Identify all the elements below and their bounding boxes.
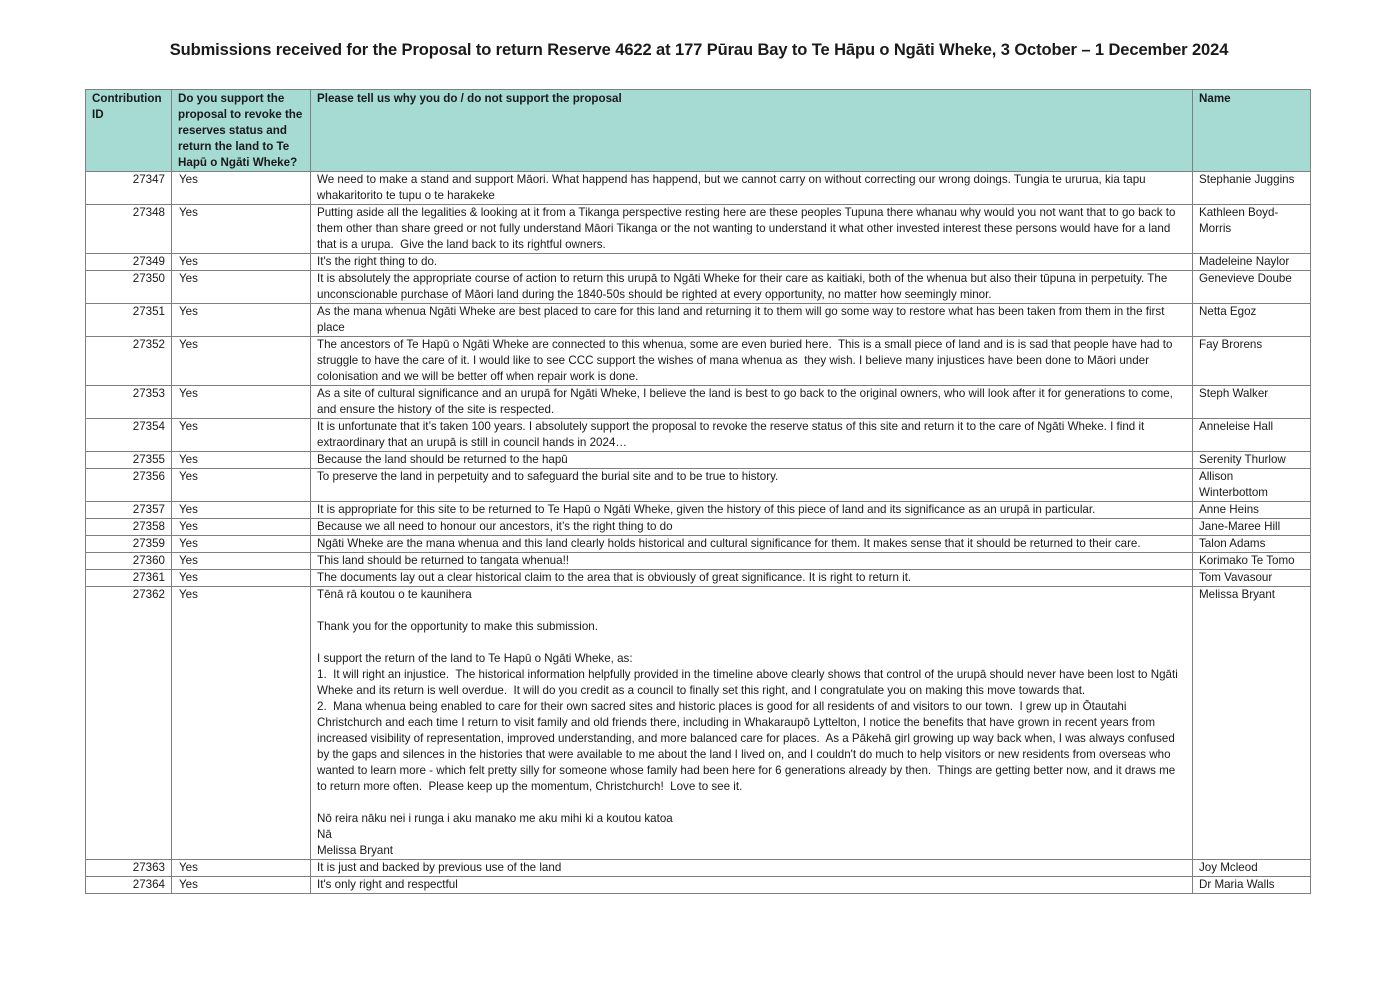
- cell-reason: This land should be returned to tangata whenua!!: [311, 553, 1193, 570]
- table-row: [86, 172, 1311, 205]
- table-row: [86, 587, 1311, 860]
- cell-contribution-id: 27359: [86, 536, 172, 553]
- cell-support: Yes: [172, 553, 311, 570]
- cell-reason: It is just and backed by previous use of the land: [311, 860, 1193, 877]
- cell-name: Dr Maria Walls: [1193, 877, 1311, 894]
- table-body: [86, 172, 1311, 894]
- cell-contribution-id: 27356: [86, 469, 172, 502]
- cell-name: Steph Walker: [1193, 386, 1311, 419]
- cell-name: Korimako Te Tomo: [1193, 553, 1311, 570]
- table-row: [86, 386, 1311, 419]
- cell-support: Yes: [172, 860, 311, 877]
- cell-reason: Putting aside all the legalities & looking at it from a Tikanga perspective resting here are these peoples Tupuna there whanau why would you not want that to go back to them other than share greed or not fully understand Māori Tikanga or the not wanting to understand it what other invested interest these persons would have for a land that is a urupa. Give the land back to its rightful owners.: [311, 205, 1193, 254]
- table-row: [86, 452, 1311, 469]
- cell-contribution-id: 27362: [86, 587, 172, 860]
- cell-reason: It's only right and respectful: [311, 877, 1193, 894]
- submissions-table: [85, 89, 1311, 894]
- cell-support: Yes: [172, 419, 311, 452]
- cell-name: Anneleise Hall: [1193, 419, 1311, 452]
- cell-name: Genevieve Doube: [1193, 271, 1311, 304]
- cell-support: Yes: [172, 570, 311, 587]
- cell-name: Fay Brorens: [1193, 337, 1311, 386]
- cell-name: Jane-Maree Hill: [1193, 519, 1311, 536]
- header-contribution-id: Contribution ID: [86, 90, 172, 172]
- cell-reason: It's the right thing to do.: [311, 254, 1193, 271]
- header-name: Name: [1193, 90, 1311, 172]
- cell-reason: To preserve the land in perpetuity and to safeguard the burial site and to be true to history.: [311, 469, 1193, 502]
- cell-support: Yes: [172, 205, 311, 254]
- table-row: [86, 304, 1311, 337]
- table-row: [86, 205, 1311, 254]
- cell-name: Tom Vavasour: [1193, 570, 1311, 587]
- table-row: [86, 469, 1311, 502]
- cell-reason: Ngāti Wheke are the mana whenua and this land clearly holds historical and cultural significance for them. It makes sense that it should be returned to their care.: [311, 536, 1193, 553]
- cell-support: Yes: [172, 519, 311, 536]
- cell-contribution-id: 27357: [86, 502, 172, 519]
- cell-contribution-id: 27348: [86, 205, 172, 254]
- table-row: [86, 419, 1311, 452]
- cell-support: Yes: [172, 304, 311, 337]
- cell-name: Madeleine Naylor: [1193, 254, 1311, 271]
- cell-contribution-id: 27349: [86, 254, 172, 271]
- table-row: [86, 519, 1311, 536]
- cell-support: Yes: [172, 536, 311, 553]
- table-row: [86, 536, 1311, 553]
- cell-reason: Because we all need to honour our ancestors, it’s the right thing to do: [311, 519, 1193, 536]
- cell-reason: The documents lay out a clear historical claim to the area that is obviously of great significance. It is right to return it.: [311, 570, 1193, 587]
- header-support: Do you support the proposal to revoke the reserves status and return the land to Te Hapū o Ngāti Wheke?: [172, 90, 311, 172]
- cell-name: Allison Winterbottom: [1193, 469, 1311, 502]
- cell-support: Yes: [172, 271, 311, 304]
- table-row: [86, 553, 1311, 570]
- cell-contribution-id: 27361: [86, 570, 172, 587]
- cell-contribution-id: 27360: [86, 553, 172, 570]
- cell-support: Yes: [172, 469, 311, 502]
- cell-reason: Tēnā rā koutou o te kaunihera Thank you for the opportunity to make this submission. I support the return of the land to Te Hapū o Ngāti Wheke, as: 1. It will right an injustice. The historical information helpfully provided in the timeline above clearly shows that control of the urupā should never have been lost to Ngāti Wheke and its return is well overdue. It will do you credit as a council to finally set this right, and I congratulate you on making this move towards that. 2. Mana whenua being enabled to care for their own sacred sites and historic places is good for all residents of and visitors to our town. I grew up in Ōtautahi Christchurch and each time I return to visit family and old friends there, including in Whakaraupō Lyttelton, I notice the benefits that have grown in recent years from increased visibility of representation, improved understanding, and more balanced care for places. As a Pākehā girl growing up way back when, I was always confused by the gaps and silences in the histories that were available to me about the land I lived on, and I couldn't do much to help visitors or new residents from overseas who wanted to learn more - which felt pretty silly for someone whose family had been here for 6 generations already by then. Things are getting better now, and it draws me to return more often. Please keep up the momentum, Christchurch! Love to see it. Nō reira nāku nei i runga i aku manako me aku mihi ki a koutou katoa Nā Melissa Bryant: [311, 587, 1193, 860]
- cell-contribution-id: 27353: [86, 386, 172, 419]
- cell-reason: It is appropriate for this site to be returned to Te Hapū o Ngāti Wheke, given the history of this piece of land and its significance as an urupā in particular.: [311, 502, 1193, 519]
- cell-contribution-id: 27352: [86, 337, 172, 386]
- header-row: [86, 90, 1311, 172]
- cell-support: Yes: [172, 337, 311, 386]
- table-row: [86, 271, 1311, 304]
- cell-contribution-id: 27351: [86, 304, 172, 337]
- cell-support: Yes: [172, 254, 311, 271]
- cell-name: Anne Heins: [1193, 502, 1311, 519]
- table-row: [86, 254, 1311, 271]
- cell-reason: Because the land should be returned to the hapū: [311, 452, 1193, 469]
- cell-name: Melissa Bryant: [1193, 587, 1311, 860]
- cell-support: Yes: [172, 877, 311, 894]
- cell-name: Joy Mcleod: [1193, 860, 1311, 877]
- cell-name: Kathleen Boyd-Morris: [1193, 205, 1311, 254]
- table-row: [86, 337, 1311, 386]
- cell-name: Netta Egoz: [1193, 304, 1311, 337]
- cell-contribution-id: 27350: [86, 271, 172, 304]
- table-row: [86, 570, 1311, 587]
- cell-reason: As a site of cultural significance and an urupā for Ngāti Wheke, I believe the land is best to go back to the original owners, who will look after it for generations to come, and ensure the history of the site is respected.: [311, 386, 1193, 419]
- page-title: Submissions received for the Proposal to return Reserve 4622 at 177 Pūrau Bay to Te Hāpu o Ngāti Wheke, 3 October – 1 December 2024: [169, 41, 1229, 59]
- cell-reason: The ancestors of Te Hapū o Ngāti Wheke are connected to this whenua, some are even buried here. This is a small piece of land and is is sad that people have had to struggle to have the care of it. I would like to see CCC support the wishes of mana whenua as they wish. I believe many injustices have been done to Māori under colonisation and we will be better off when repair work is done.: [311, 337, 1193, 386]
- cell-name: Talon Adams: [1193, 536, 1311, 553]
- cell-contribution-id: 27347: [86, 172, 172, 205]
- cell-reason: It is unfortunate that it’s taken 100 years. I absolutely support the proposal to revoke the reserve status of this site and return it to the care of Ngāti Wheke. I find it extraordinary that an urupā is still in council hands in 2024…: [311, 419, 1193, 452]
- table-row: [86, 502, 1311, 519]
- cell-support: Yes: [172, 386, 311, 419]
- cell-reason: We need to make a stand and support Māori. What happend has happend, but we cannot carry on without correcting our wrong doings. Tungia te ururua, kia tapu whakaritorito te tupu o te harakeke: [311, 172, 1193, 205]
- cell-contribution-id: 27358: [86, 519, 172, 536]
- header-reason: Please tell us why you do / do not support the proposal: [311, 90, 1193, 172]
- cell-reason: As the mana whenua Ngāti Wheke are best placed to care for this land and returning it to them will go some way to restore what has been taken from them in the first place: [311, 304, 1193, 337]
- cell-support: Yes: [172, 587, 311, 860]
- table-row: [86, 860, 1311, 877]
- cell-name: Stephanie Juggins: [1193, 172, 1311, 205]
- cell-reason: It is absolutely the appropriate course of action to return this urupā to Ngāti Wheke for their care as kaitiaki, both of the whenua but also their tūpuna in perpetuity. The unconscionable purchase of Māori land during the 1840-50s should be righted at every opportunity, no matter how seemingly minor.: [311, 271, 1193, 304]
- cell-name: Serenity Thurlow: [1193, 452, 1311, 469]
- cell-contribution-id: 27364: [86, 877, 172, 894]
- cell-support: Yes: [172, 502, 311, 519]
- cell-support: Yes: [172, 172, 311, 205]
- cell-support: Yes: [172, 452, 311, 469]
- cell-contribution-id: 27354: [86, 419, 172, 452]
- cell-contribution-id: 27363: [86, 860, 172, 877]
- table-row: [86, 877, 1311, 894]
- cell-contribution-id: 27355: [86, 452, 172, 469]
